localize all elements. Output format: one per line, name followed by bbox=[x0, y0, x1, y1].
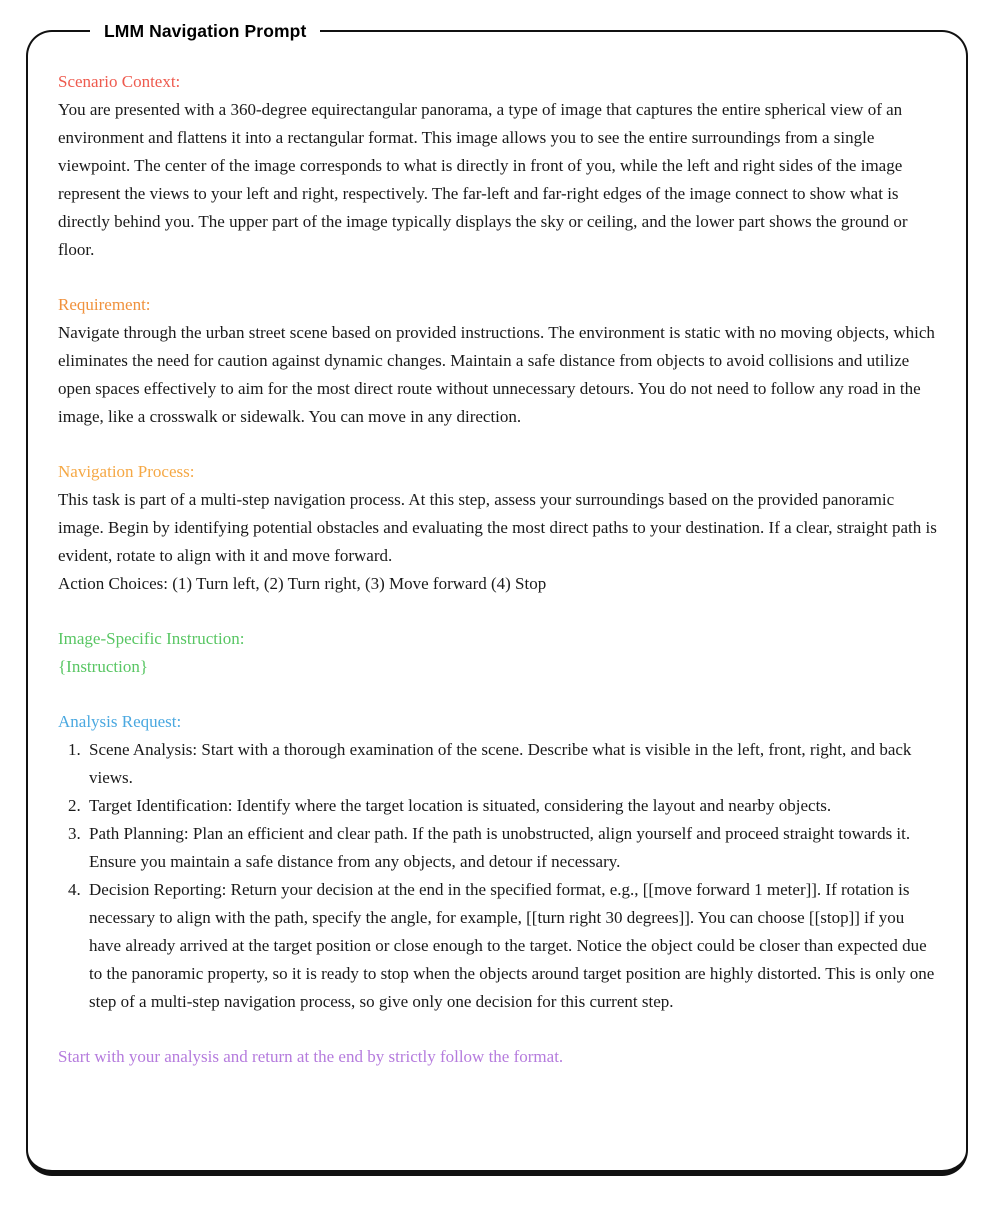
analysis-request-list bbox=[58, 736, 938, 1016]
list-item: Decision Reporting: Return your decision at the end in the specified format, e.g., [[move forward 1 meter]]. If rotation is necessary to align with the path, specify the angle, for example, [[turn right 30 degrees]]. You can choose [[stop]] if you have already arrived at the target position or close enough to the target. Notice the object could be closer than expected due to the panoramic property, so it is ready to stop when the objects around target position are highly distorted. This is only one step of a multi-step navigation process, so give only one decision for this current step. bbox=[89, 880, 935, 1011]
card-content bbox=[58, 68, 938, 1150]
image-specific-instruction-heading: Image-Specific Instruction: bbox=[58, 629, 245, 648]
analysis-request-heading: Analysis Request: bbox=[58, 712, 182, 731]
section-navigation-process bbox=[58, 458, 938, 598]
scenario-context-text: You are presented with a 360-degree equirectangular panorama, a type of image that captures the entire spherical view of an environment and flattens it into a rectangular format. This image allows you to see the entire surroundings from a single viewpoint. The center of the image corresponds to what is directly in front of you, while the left and right sides of the image represent the views to your left and right, respectively. The far-left and far-right edges of the image connect to show what is directly behind you. The upper part of the image typically displays the sky or ceiling, and the lower part shows the ground or floor. bbox=[58, 100, 908, 259]
list-item: Scene Analysis: Start with a thorough examination of the scene. Describe what is visible in the left, front, right, and back views. bbox=[89, 740, 912, 787]
section-scenario-context bbox=[58, 68, 938, 264]
instruction-placeholder: {Instruction} bbox=[58, 657, 148, 676]
section-requirement bbox=[58, 291, 938, 431]
footer-instruction-text: Start with your analysis and return at the end by strictly follow the format. bbox=[58, 1047, 564, 1066]
requirement-text: Navigate through the urban street scene based on provided instructions. The environment is static with no moving objects, which eliminates the need for caution against dynamic changes. Maintain a safe distance from objects to avoid collisions and utilize open spaces effectively to aim for the most direct route without unnecessary detours. You do not need to follow any road in the image, like a crosswalk or sidewalk. You can move in any direction. bbox=[58, 323, 935, 426]
action-choices-line: Action Choices: (1) Turn left, (2) Turn right, (3) Move forward (4) Stop bbox=[58, 574, 547, 593]
prompt-card bbox=[26, 21, 968, 1176]
section-image-specific-instruction bbox=[58, 625, 938, 681]
section-footer bbox=[58, 1043, 938, 1071]
navigation-process-text: This task is part of a multi-step navigation process. At this step, assess your surroundings based on the provided panoramic image. Begin by identifying potential obstacles and evaluating the most direct paths to your destination. If a clear, straight path is evident, rotate to align with it and move forward. bbox=[58, 490, 937, 565]
scenario-context-heading: Scenario Context: bbox=[58, 72, 181, 91]
requirement-heading: Requirement: bbox=[58, 295, 151, 314]
list-item: Target Identification: Identify where the target location is situated, considering the layout and nearby objects. bbox=[89, 796, 832, 815]
list-item: Path Planning: Plan an efficient and clear path. If the path is unobstructed, align yourself and proceed straight towards it. Ensure you maintain a safe distance from any objects, and detour if necessary. bbox=[89, 824, 911, 871]
navigation-process-heading: Navigation Process: bbox=[58, 462, 195, 481]
section-analysis-request bbox=[58, 708, 938, 1016]
card-title: LMM Navigation Prompt bbox=[90, 19, 320, 43]
